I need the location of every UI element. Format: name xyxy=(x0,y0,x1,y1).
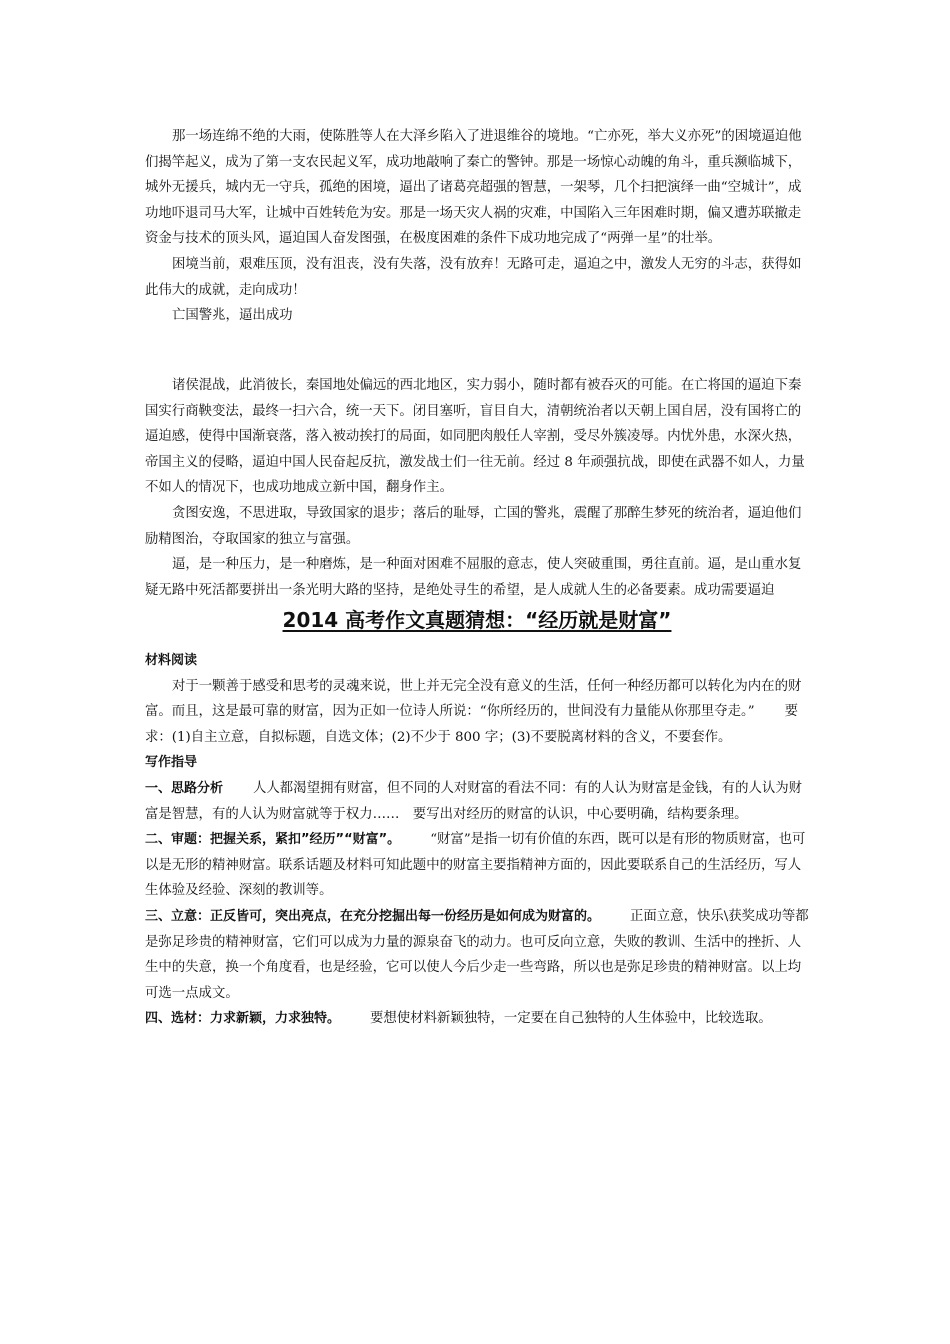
writing-guide-section xyxy=(145,648,809,1032)
guide-item xyxy=(145,776,809,827)
material-text: 对于一颗善于感受和思考的灵魂来说，世上并无完全没有意义的生活，任何一种经历都可以转化为内在的财富。而且，这是最可靠的财富，因为正如一位诗人所说：“你所经历的，世间没有力量能从你那里夺走。” xyxy=(145,678,802,720)
guide-item-heading: 三、立意：正反皆可，突出亮点，在充分挖掘出每一份经历是如何成为财富的。 xyxy=(145,908,601,924)
essay-part-two xyxy=(145,373,809,603)
paragraph: 逼，是一种压力，是一种磨炼，是一种面对困难不屈服的意志，使人突破重围，勇往直前。逼，是山重水复疑无路中死活都要拼出一条光明大路的坚持，是绝处寻生的希望，是人成就人生的必备要素。成功需要逼迫 xyxy=(145,557,802,598)
guide-item-heading: 四、选材：力求新颖，力求独特。 xyxy=(145,1011,341,1027)
paragraph: 那一场连绵不绝的大雨，使陈胜等人在大泽乡陷入了进退维谷的境地。“亡亦死，举大义亦死”的困境逼迫他们揭竿起义，成为了第一支农民起义军，成功地敲响了秦亡的警钟。那是一场惊心动魄的角斗，重兵濒临城下，城外无援兵，城内无一守兵，孤绝的困境，逼出了诸葛亮超强的智慧，一架琴，几个扫把演绎一曲“空城计”，成功地吓退司马大军，让城中百姓转危为安。那是一场天灾人祸的灾难，中国陷入三年困难时期，偏又遭苏联撤走资金与技术的顶头风，逼迫国人奋发图强，在极度困难的条件下成功地完成了“两弹一星”的壮举。 xyxy=(145,129,802,247)
paragraph: 贪图安逸，不思进取，导致国家的退步；落后的耻辱，亡国的警兆，震醒了那醉生梦死的统治者，逼迫他们励精图治，夺取国家的独立与富强。 xyxy=(145,505,802,547)
material-paragraph xyxy=(145,674,809,751)
guide-item xyxy=(145,1006,809,1032)
material-heading: 材料阅读 xyxy=(145,653,198,668)
guide-item xyxy=(145,827,809,904)
page-title-text: 2014 高考作文真题猜想：“经历就是财富” xyxy=(282,608,672,632)
section-subtitle: 亡国警兆，逼出成功 xyxy=(172,308,293,324)
guide-item-text: 要想使材料新颖独特，一定要在自己独特的人生体验中，比较选取。 xyxy=(370,1011,772,1027)
paragraph: 困境当前，艰难压顶，没有沮丧，没有失落，没有放弃！无路可走，逼迫之中，激发人无穷的斗志，获得如此伟大的成就，走向成功！ xyxy=(145,256,802,298)
page-title xyxy=(145,605,809,635)
guide-item-heading: 二、审题：把握关系，紧扣”经历”“财富”。 xyxy=(145,832,401,848)
guide-item-text: 人人都渴望拥有财富，但不同的人对财富的看法不同：有的人认为财富是金钱，有的人认为财富是智慧，有的人认为财富就等于权力…… 要写出对经历的财富的认识，中心要明确，结构要条理。 xyxy=(145,780,803,822)
requirement-text: 要求：(1)自主立意，自拟标题，自选文体；(2)不少于 800 字；(3)不要脱离材料的含义，不要套作。 xyxy=(145,704,798,745)
guide-item xyxy=(145,904,809,1006)
guide-heading: 写作指导 xyxy=(145,755,198,771)
essay-part-one xyxy=(145,124,809,329)
guide-item-text: 正面立意，快乐\获奖成功等都是弥足珍贵的精神财富，它们可以成为力量的源泉奋飞的动力。也可反向立意，失败的教训、生活中的挫折、人生中的失意，换一个角度看，也是经验，它可以使人今后少走一些弯路，所以也是弥足珍贵的精神财富。以上均可选一点成文。 xyxy=(145,908,809,1001)
paragraph: 诸侯混战，此消彼长，秦国地处偏远的西北地区，实力弱小，随时都有被吞灭的可能。在亡将国的逼迫下秦国实行商鞅变法，最终一扫六合，统一天下。闭目塞听，盲目自大，清朝统治者以天朝上国自居，没有国将亡的逼迫感，使得中国渐衰落，落入被动挨打的局面，如同肥肉般任人宰割，受尽外簇凌辱。内忧外患，水深火热，帝国主义的侵略，逼迫中国人民奋起反抗，激发战士们一往无前。经过 8 年顽强抗战，即使在武器不如人，力量不如人的情况下，也成功地成立新中国，翻身作主。 xyxy=(145,378,805,496)
guide-item-heading: 一、思路分析 xyxy=(145,780,224,796)
guide-item-text: “财富”是指一切有价值的东西，既可以是有形的物质财富，也可以是无形的精神财富。联系话题及材料可知此题中的财富主要指精神方面的，因此要联系自己的生活经历，写人生体验及经验、深刻的教训等。 xyxy=(145,832,806,899)
